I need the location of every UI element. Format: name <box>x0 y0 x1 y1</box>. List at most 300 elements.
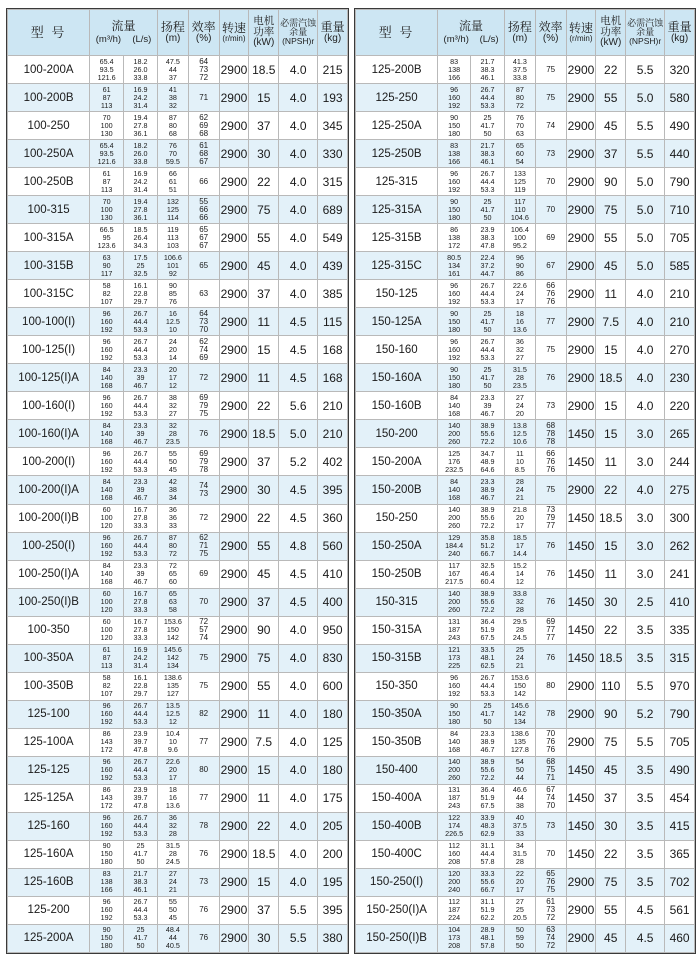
speed-cell: 2900 <box>566 700 596 728</box>
efficiency-cell: 74 <box>535 112 566 140</box>
npsh-cell: 4.5 <box>279 560 318 588</box>
efficiency-cell: 82 <box>188 700 219 728</box>
flow-m3h-cell: 96 160 192 <box>438 280 471 308</box>
weight-cell: 549 <box>318 224 348 252</box>
npsh-cell: 4.5 <box>279 364 318 392</box>
power-cell: 45 <box>596 756 626 784</box>
head-cell: 10.4 10 9.6 <box>157 728 188 756</box>
efficiency-cell: 75 <box>535 56 566 84</box>
speed-cell: 2900 <box>566 140 596 168</box>
npsh-cell: 4.5 <box>626 896 665 924</box>
head-cell: 153.6 150 142 <box>157 616 188 644</box>
model-cell: 125-160A <box>8 840 90 868</box>
model-cell: 100-100(I) <box>8 308 90 336</box>
efficiency-cell: 61 68 67 <box>188 140 219 168</box>
header-power: 电机功率 (kW) <box>596 10 626 56</box>
table-row <box>356 728 695 756</box>
power-cell: 75 <box>596 868 626 896</box>
weight-cell: 180 <box>318 700 348 728</box>
weight-cell: 790 <box>665 700 695 728</box>
power-cell: 30 <box>249 924 279 952</box>
speed-cell: 2900 <box>566 308 596 336</box>
power-cell: 110 <box>596 672 626 700</box>
power-cell: 15 <box>596 420 626 448</box>
flow-ls-cell: 33.3 55.6 66.7 <box>471 868 505 896</box>
npsh-cell: 4.0 <box>279 196 318 224</box>
head-cell: 32 28 23.5 <box>157 420 188 448</box>
flow-m3h-cell: 90 150 180 <box>438 308 471 336</box>
speed-cell: 1450 <box>566 784 596 812</box>
model-cell: 150-160A <box>356 364 438 392</box>
npsh-cell: 3.5 <box>626 840 665 868</box>
weight-cell: 705 <box>665 224 695 252</box>
weight-cell: 200 <box>318 840 348 868</box>
power-cell: 55 <box>596 224 626 252</box>
weight-cell: 193 <box>318 84 348 112</box>
head-cell: 27 24 20 <box>504 392 535 420</box>
power-cell: 37 <box>249 448 279 476</box>
table-row <box>8 560 348 588</box>
weight-cell: 175 <box>318 784 348 812</box>
speed-cell: 2900 <box>219 280 249 308</box>
weight-cell: 195 <box>318 868 348 896</box>
npsh-cell: 4.0 <box>279 840 318 868</box>
npsh-cell: 3.5 <box>626 812 665 840</box>
model-cell: 100-315A <box>8 224 90 252</box>
weight-cell: 490 <box>665 756 695 784</box>
power-cell: 18.5 <box>249 420 279 448</box>
table-row <box>8 448 348 476</box>
model-cell: 100-200A <box>8 56 90 84</box>
head-cell: 27 24 21 <box>157 868 188 896</box>
model-cell: 125-100 <box>8 700 90 728</box>
weight-cell: 365 <box>665 840 695 868</box>
flow-m3h-cell: 90 150 180 <box>438 700 471 728</box>
head-cell: 133 125 119 <box>504 168 535 196</box>
power-cell: 11 <box>596 280 626 308</box>
speed-cell: 2900 <box>219 700 249 728</box>
flow-ls-cell: 26.7 44.4 53.3 <box>124 700 158 728</box>
speed-cell: 2900 <box>566 280 596 308</box>
power-cell: 37 <box>596 140 626 168</box>
table-row <box>356 224 695 252</box>
flow-ls-cell: 25 41.7 50 <box>471 308 505 336</box>
weight-cell: 275 <box>665 476 695 504</box>
power-cell: 90 <box>596 168 626 196</box>
head-cell: 13.8 12.5 10.6 <box>504 420 535 448</box>
head-cell: 90 85 76 <box>157 280 188 308</box>
weight-cell: 330 <box>318 140 348 168</box>
power-cell: 37 <box>249 588 279 616</box>
power-cell: 15 <box>596 392 626 420</box>
model-cell: 100-250A <box>8 140 90 168</box>
table-row <box>8 756 348 784</box>
table-row <box>356 336 695 364</box>
table-row <box>356 168 695 196</box>
head-cell: 41 38 32 <box>157 84 188 112</box>
speed-cell: 2900 <box>219 784 249 812</box>
flow-m3h-cell: 90 150 180 <box>438 196 471 224</box>
npsh-cell: 5.5 <box>626 672 665 700</box>
efficiency-cell: 70 <box>188 588 219 616</box>
power-cell: 30 <box>249 140 279 168</box>
flow-ls-cell: 23.3 39 46.7 <box>124 364 158 392</box>
speed-cell: 2900 <box>219 420 249 448</box>
flow-ls-cell: 33.9 48.3 62.9 <box>471 812 505 840</box>
efficiency-cell: 76 <box>188 924 219 952</box>
efficiency-cell: 63 <box>188 280 219 308</box>
efficiency-cell: 64 73 70 <box>188 308 219 336</box>
efficiency-cell: 73 <box>535 812 566 840</box>
head-cell: 22 20 17 <box>504 868 535 896</box>
table-row <box>8 280 348 308</box>
flow-ls-cell: 23.9 39.7 47.8 <box>124 784 158 812</box>
head-cell: 38 32 27 <box>157 392 188 420</box>
head-cell: 27 25 20.5 <box>504 896 535 924</box>
head-cell: 76 70 59.5 <box>157 140 188 168</box>
flow-m3h-cell: 90 150 180 <box>90 840 124 868</box>
npsh-cell: 4.0 <box>626 364 665 392</box>
power-cell: 55 <box>249 672 279 700</box>
speed-cell: 2900 <box>219 532 249 560</box>
npsh-cell: 3.0 <box>626 448 665 476</box>
flow-m3h-cell: 86 143 172 <box>90 784 124 812</box>
flow-ls-cell: 26.7 44.4 53.3 <box>124 336 158 364</box>
weight-cell: 970 <box>665 672 695 700</box>
speed-cell: 2900 <box>219 308 249 336</box>
weight-cell: 454 <box>665 784 695 812</box>
npsh-cell: 5.6 <box>279 392 318 420</box>
head-cell: 119 113 103 <box>157 224 188 252</box>
power-cell: 11 <box>249 784 279 812</box>
head-cell: 117 110 104.6 <box>504 196 535 224</box>
table-row <box>356 672 695 700</box>
weight-cell: 210 <box>318 392 348 420</box>
model-cell: 125-160 <box>8 812 90 840</box>
npsh-cell: 3.5 <box>626 616 665 644</box>
header-npsh: 必需汽蚀余量 (NPSH)r <box>626 10 665 56</box>
head-cell: 31.5 28 23.5 <box>504 364 535 392</box>
header-head: 扬程 (m) <box>504 10 535 56</box>
flow-m3h-cell: 61 87 113 <box>90 84 124 112</box>
power-cell: 22 <box>596 476 626 504</box>
head-cell: 48.4 44 40.5 <box>157 924 188 952</box>
header-weight: 重量 (kg) <box>318 10 348 56</box>
flow-ls-cell: 16.9 24.2 31.4 <box>124 644 158 672</box>
flow-ls-cell: 25 41.7 50 <box>471 700 505 728</box>
model-cell: 100-315B <box>8 252 90 280</box>
weight-cell: 410 <box>665 588 695 616</box>
right-table-body <box>356 56 695 953</box>
flow-m3h-cell: 86 138 172 <box>438 224 471 252</box>
flow-ls-cell: 19.4 27.8 36.1 <box>124 196 158 224</box>
power-cell: 45 <box>596 112 626 140</box>
flow-m3h-cell: 60 100 120 <box>90 616 124 644</box>
weight-cell: 244 <box>665 448 695 476</box>
efficiency-cell: 76 <box>535 532 566 560</box>
npsh-cell: 4.0 <box>626 308 665 336</box>
weight-cell: 210 <box>318 420 348 448</box>
flow-ls-cell: 23.3 39 46.7 <box>124 420 158 448</box>
table-row <box>356 140 695 168</box>
model-cell: 100-350A <box>8 644 90 672</box>
efficiency-cell: 65 76 75 <box>535 868 566 896</box>
speed-cell: 2900 <box>566 56 596 84</box>
head-cell: 36 32 28 <box>157 812 188 840</box>
npsh-cell: 5.5 <box>279 924 318 952</box>
efficiency-cell: 76 <box>535 560 566 588</box>
table-row <box>356 392 695 420</box>
efficiency-cell: 64 73 72 <box>188 56 219 84</box>
model-cell: 125-125 <box>8 756 90 784</box>
flow-ls-cell: 18.5 26.4 34.3 <box>124 224 158 252</box>
power-cell: 15 <box>249 336 279 364</box>
head-cell: 22.6 24 17 <box>504 280 535 308</box>
weight-cell: 300 <box>665 504 695 532</box>
model-cell: 125-315 <box>356 168 438 196</box>
table-row <box>8 224 348 252</box>
power-cell: 45 <box>249 560 279 588</box>
npsh-cell: 4.0 <box>279 784 318 812</box>
model-cell: 100-250B <box>8 168 90 196</box>
npsh-cell: 4.0 <box>279 728 318 756</box>
table-row <box>356 252 695 280</box>
model-cell: 100-250(I)A <box>8 560 90 588</box>
npsh-cell: 4.0 <box>279 224 318 252</box>
weight-cell: 790 <box>665 168 695 196</box>
speed-cell: 2900 <box>219 756 249 784</box>
model-cell: 100-250(I) <box>8 532 90 560</box>
header-power: 电机功率 (kW) <box>249 10 279 56</box>
header-model: 型 号 <box>356 10 438 56</box>
flow-m3h-cell: 90 150 180 <box>90 924 124 952</box>
efficiency-cell: 62 69 68 <box>188 112 219 140</box>
model-cell: 150-400A <box>356 784 438 812</box>
power-cell: 11 <box>596 448 626 476</box>
head-cell: 40 37.5 33 <box>504 812 535 840</box>
flow-m3h-cell: 84 140 168 <box>90 420 124 448</box>
power-cell: 15 <box>249 756 279 784</box>
flow-m3h-cell: 84 140 168 <box>438 476 471 504</box>
table-row <box>8 784 348 812</box>
efficiency-cell: 76 <box>535 644 566 672</box>
head-cell: 153.6 150 142 <box>504 672 535 700</box>
head-cell: 55 50 45 <box>157 896 188 924</box>
right-spec-table <box>355 9 695 953</box>
weight-cell: 230 <box>665 364 695 392</box>
model-cell: 125-250B <box>356 140 438 168</box>
table-row <box>8 112 348 140</box>
left-spec-table <box>7 9 348 953</box>
flow-ls-cell: 16.1 22.8 29.7 <box>124 672 158 700</box>
efficiency-cell: 70 <box>535 196 566 224</box>
power-cell: 30 <box>596 812 626 840</box>
power-cell: 37 <box>249 896 279 924</box>
efficiency-cell: 75 <box>188 644 219 672</box>
head-cell: 21.8 20 17 <box>504 504 535 532</box>
table-row <box>356 588 695 616</box>
model-cell: 100-200(I)A <box>8 476 90 504</box>
table-row <box>8 924 348 952</box>
flow-ls-cell: 16.9 24.2 31.4 <box>124 168 158 196</box>
table-row <box>8 364 348 392</box>
flow-ls-cell: 33.5 48.1 62.5 <box>471 644 505 672</box>
npsh-cell: 4.5 <box>279 588 318 616</box>
efficiency-cell: 66 <box>188 168 219 196</box>
flow-m3h-cell: 83 138 166 <box>90 868 124 896</box>
flow-ls-cell: 26.7 44.4 53.3 <box>124 896 158 924</box>
speed-cell: 2900 <box>566 84 596 112</box>
speed-cell: 2900 <box>566 224 596 252</box>
flow-ls-cell: 25 41.7 50 <box>124 924 158 952</box>
flow-ls-cell: 22.4 37.2 44.7 <box>471 252 505 280</box>
weight-cell: 205 <box>318 812 348 840</box>
weight-cell: 380 <box>318 924 348 952</box>
flow-m3h-cell: 65.4 93.5 121.6 <box>90 140 124 168</box>
flow-ls-cell: 23.9 38.3 47.8 <box>471 224 505 252</box>
table-row <box>356 924 695 952</box>
model-cell: 150-125 <box>356 280 438 308</box>
speed-cell: 2900 <box>219 56 249 84</box>
flow-ls-cell: 21.7 38.3 46.1 <box>471 56 505 84</box>
model-cell: 150-250A <box>356 532 438 560</box>
efficiency-cell: 80 <box>188 756 219 784</box>
head-cell: 76 70 63 <box>504 112 535 140</box>
flow-ls-cell: 16.7 27.8 33.3 <box>124 588 158 616</box>
model-cell: 125-160B <box>8 868 90 896</box>
weight-cell: 360 <box>318 504 348 532</box>
npsh-cell: 4.0 <box>279 868 318 896</box>
flow-m3h-cell: 61 87 113 <box>90 168 124 196</box>
flow-ls-cell: 18.2 26.0 33.8 <box>124 56 158 84</box>
efficiency-cell: 74 73 <box>188 476 219 504</box>
model-cell: 100-200B <box>8 84 90 112</box>
speed-cell: 2900 <box>566 252 596 280</box>
speed-cell: 2900 <box>566 112 596 140</box>
model-cell: 100-350 <box>8 616 90 644</box>
npsh-cell: 4.0 <box>279 616 318 644</box>
speed-cell: 1450 <box>566 420 596 448</box>
weight-cell: 210 <box>665 280 695 308</box>
flow-m3h-cell: 83 138 166 <box>438 56 471 84</box>
efficiency-cell: 69 77 77 <box>535 616 566 644</box>
model-cell: 150-160B <box>356 392 438 420</box>
npsh-cell: 5.5 <box>626 728 665 756</box>
weight-cell: 710 <box>665 196 695 224</box>
weight-cell: 395 <box>318 476 348 504</box>
header-efficiency: 效率 (%) <box>188 10 219 56</box>
flow-ls-cell: 23.3 39 46.7 <box>471 392 505 420</box>
power-cell: 18.5 <box>249 56 279 84</box>
table-row <box>356 840 695 868</box>
model-cell: 100-250(I)B <box>8 588 90 616</box>
model-cell: 100-125(I)A <box>8 364 90 392</box>
model-cell: 150-400C <box>356 840 438 868</box>
head-cell: 25 24 21 <box>504 644 535 672</box>
flow-m3h-cell: 61 87 113 <box>90 644 124 672</box>
head-cell: 13.5 12.5 12 <box>157 700 188 728</box>
table-row <box>8 168 348 196</box>
speed-cell: 1450 <box>566 588 596 616</box>
model-cell: 150-160 <box>356 336 438 364</box>
npsh-cell: 4.5 <box>626 924 665 952</box>
flow-m3h-cell: 140 200 260 <box>438 756 471 784</box>
weight-cell: 395 <box>318 896 348 924</box>
table-row <box>8 672 348 700</box>
weight-cell: 439 <box>318 252 348 280</box>
efficiency-cell: 68 75 71 <box>535 756 566 784</box>
flow-m3h-cell: 96 160 192 <box>90 392 124 420</box>
flow-m3h-cell: 70 100 130 <box>90 196 124 224</box>
weight-cell: 125 <box>318 728 348 756</box>
efficiency-cell: 67 74 70 <box>535 784 566 812</box>
head-cell: 65 63 58 <box>157 588 188 616</box>
efficiency-cell: 55 66 66 <box>188 196 219 224</box>
flow-ls-cell: 26.7 44.4 53.3 <box>124 812 158 840</box>
model-cell: 100-160(I)A <box>8 420 90 448</box>
speed-cell: 2900 <box>219 364 249 392</box>
npsh-cell: 4.0 <box>279 644 318 672</box>
npsh-cell: 5.5 <box>626 140 665 168</box>
flow-ls-cell: 35.8 51.2 66.7 <box>471 532 505 560</box>
head-cell: 24 20 14 <box>157 336 188 364</box>
npsh-cell: 4.5 <box>279 336 318 364</box>
npsh-cell: 5.0 <box>626 84 665 112</box>
speed-cell: 2900 <box>566 896 596 924</box>
speed-cell: 2900 <box>219 336 249 364</box>
table-row <box>8 252 348 280</box>
power-cell: 7.5 <box>249 728 279 756</box>
power-cell: 30 <box>249 476 279 504</box>
flow-m3h-cell: 140 200 260 <box>438 588 471 616</box>
npsh-cell: 5.0 <box>626 196 665 224</box>
efficiency-cell: 73 79 77 <box>535 504 566 532</box>
efficiency-cell: 61 73 72 <box>535 896 566 924</box>
speed-cell: 2900 <box>566 364 596 392</box>
flow-ls-cell: 25 41.7 50 <box>471 112 505 140</box>
model-cell: 150-315 <box>356 588 438 616</box>
speed-cell: 2900 <box>219 448 249 476</box>
power-cell: 22 <box>249 392 279 420</box>
efficiency-cell: 75 <box>535 84 566 112</box>
flow-ls-cell: 23.3 39 46.7 <box>124 560 158 588</box>
flow-m3h-cell: 96 160 192 <box>438 84 471 112</box>
speed-cell: 2900 <box>219 140 249 168</box>
efficiency-cell: 77 <box>535 308 566 336</box>
header-head: 扬程 (m) <box>157 10 188 56</box>
flow-ls-cell: 36.4 51.9 67.5 <box>471 616 505 644</box>
flow-ls-cell: 38.9 55.6 72.2 <box>471 420 505 448</box>
weight-cell: 215 <box>318 56 348 84</box>
weight-cell: 315 <box>318 168 348 196</box>
weight-cell: 950 <box>318 616 348 644</box>
table-row <box>8 644 348 672</box>
model-cell: 125-250 <box>356 84 438 112</box>
flow-m3h-cell: 96 160 192 <box>90 308 124 336</box>
power-cell: 22 <box>596 56 626 84</box>
model-cell: 125-125A <box>8 784 90 812</box>
flow-ls-cell: 16.7 27.8 33.3 <box>124 504 158 532</box>
efficiency-cell: 77 <box>188 784 219 812</box>
npsh-cell: 3.5 <box>626 868 665 896</box>
head-cell: 46.6 44 38 <box>504 784 535 812</box>
power-cell: 75 <box>596 196 626 224</box>
head-cell: 11 10 8.5 <box>504 448 535 476</box>
model-cell: 150-350 <box>356 672 438 700</box>
flow-ls-cell: 25 41.7 50 <box>471 196 505 224</box>
flow-m3h-cell: 96 160 192 <box>90 812 124 840</box>
weight-cell: 440 <box>665 140 695 168</box>
